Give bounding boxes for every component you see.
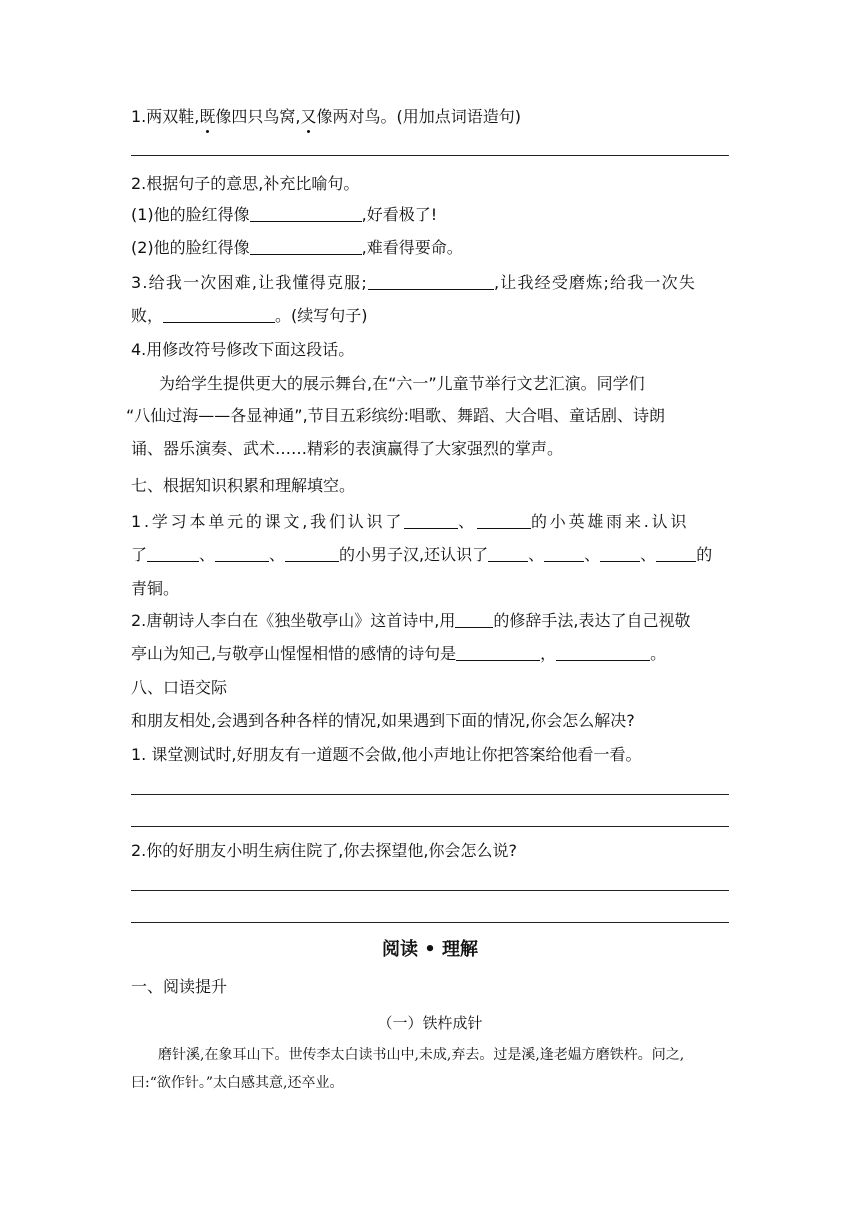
sec8-q1-answer-line-1[interactable] [131, 794, 729, 795]
sec7-blank-1[interactable] [404, 512, 458, 529]
sec7-q1-line-1: 1.学习本单元的课文,我们认识了 、 的小英雄雨来.认识 [131, 512, 690, 531]
sec7-blank-11[interactable] [456, 644, 540, 661]
sec7-blank-3[interactable] [147, 545, 199, 562]
q3-line-1: 3.给我一次困难,让我懂得克服; ,让我经受磨炼;给我一次失 [131, 273, 697, 292]
q4-paragraph-line-2: “八仙过海——各显神通”,节目五彩缤纷:唱歌、舞蹈、大合唱、童话剧、诗朗 [126, 406, 666, 425]
q4-title: 4.用修改符号修改下面这段话。 [131, 340, 355, 359]
sec8-q2-answer-line-2[interactable] [131, 922, 729, 923]
story-line-2: 曰:“欲作针。”太白感其意,还卒业。 [131, 1075, 344, 1091]
sec7-blank-4[interactable] [215, 545, 269, 562]
sec7-q1-line-3: 青铜。 [131, 579, 180, 598]
q2-blank-1[interactable] [250, 205, 362, 222]
q2-item-2: (2)他的脸红得像 ,难看得要命。 [131, 238, 463, 257]
q3-blank-1[interactable] [368, 273, 494, 290]
dotted-char-1: 既 [199, 107, 216, 126]
dotted-char-2: 又 [300, 107, 317, 126]
sec7-blank-9[interactable] [656, 545, 696, 562]
sec8-q1-answer-line-2[interactable] [131, 826, 729, 827]
section-7-title: 七、根据知识积累和理解填空。 [131, 476, 356, 495]
q3-blank-2[interactable] [163, 306, 275, 323]
sec7-q1-line-2: 了 、 、 的小男子汉,还认识了 、 、 、 的 [131, 545, 713, 564]
sec7-blank-10[interactable] [455, 611, 493, 628]
sec8-intro: 和朋友相处,会遇到各种各样的情况,如果遇到下面的情况,你会怎么解决? [131, 711, 635, 730]
q1-text: 1.两双鞋,既像四只鸟窝,又像两对鸟。(用加点词语造句) [131, 107, 521, 126]
sec7-q2-line-2: 亭山为知己,与敬亭山惺惺相惜的感情的诗句是 ， 。 [131, 644, 667, 663]
sec7-blank-5[interactable] [285, 545, 339, 562]
sec7-blank-2[interactable] [477, 512, 531, 529]
sec7-q2-line-1: 2.唐朝诗人李白在《独坐敬亭山》这首诗中,用 的修辞手法,表达了自己视敬 [131, 611, 691, 630]
q2-item-1: (1)他的脸红得像 ,好看极了! [131, 205, 438, 224]
sec7-blank-7[interactable] [544, 545, 584, 562]
reading-title: 阅读 • 理解 [381, 939, 479, 960]
q2-blank-2[interactable] [250, 238, 362, 255]
reading-subtitle: （一）铁杵成针 [377, 1014, 483, 1032]
q4-paragraph-line-1: 为给学生提供更大的展示舞台,在“六一”儿童节举行文艺汇演。同学们 [159, 374, 645, 393]
q3-line-2: 败， 。(续写句子) [131, 306, 368, 325]
sec8-q2: 2.你的好朋友小明生病住院了,你去探望他,你会怎么说? [131, 841, 517, 860]
q2-title: 2.根据句子的意思,补充比喻句。 [131, 174, 360, 193]
reading-section-1: 一、阅读提升 [131, 977, 228, 996]
story-line-1: 磨针溪,在象耳山下。世传李太白读书山中,未成,弃去。过是溪,逢老媪方磨铁杵。问之, [158, 1047, 685, 1063]
sec7-blank-8[interactable] [600, 545, 640, 562]
sec7-blank-12[interactable] [556, 644, 650, 661]
sec8-q1: 1. 课堂测试时,好朋友有一道题不会做,他小声地让你把答案给他看一看。 [131, 745, 642, 764]
sec8-q2-answer-line-1[interactable] [131, 890, 729, 891]
q1-answer-line[interactable] [131, 155, 729, 156]
q4-paragraph-line-3: 诵、器乐演奏、武术……精彩的表演赢得了大家强烈的掌声。 [131, 439, 564, 458]
sec7-blank-6[interactable] [488, 545, 528, 562]
section-8-title: 八、口语交际 [131, 678, 228, 697]
